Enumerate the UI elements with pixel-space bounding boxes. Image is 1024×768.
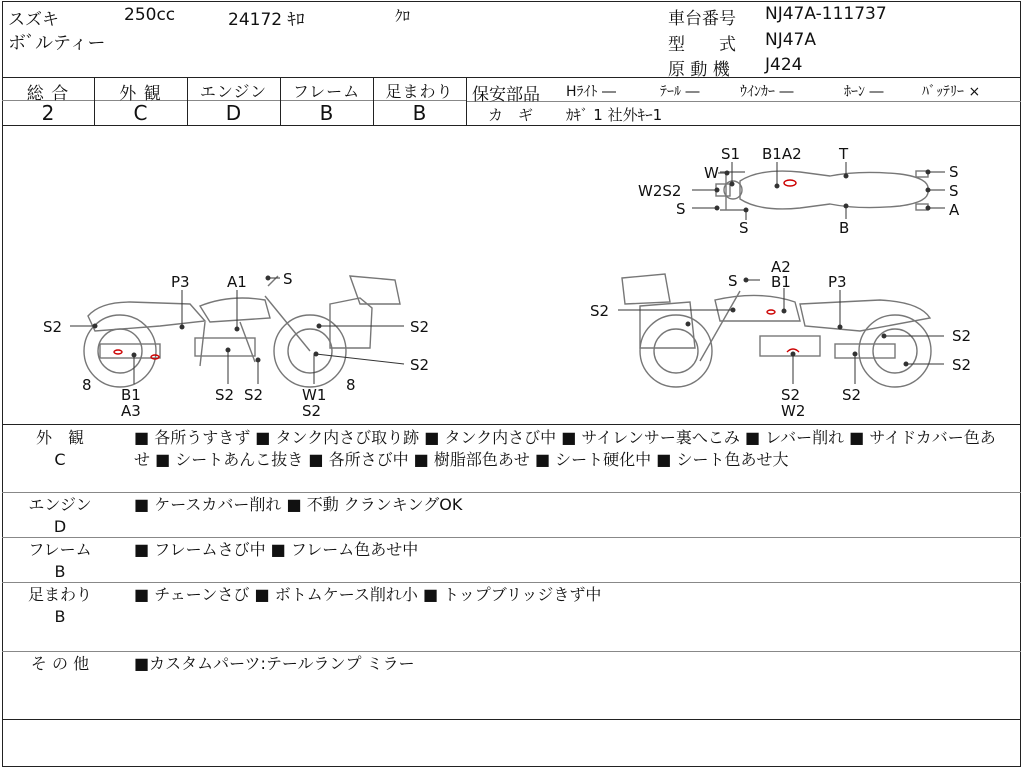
frame-no-value: NJ47A-111737 <box>765 4 887 24</box>
right-label-s2-exhaust: S2 <box>842 386 862 404</box>
section-suspension-label: 足まわり <box>27 585 92 604</box>
grade-divider <box>466 77 467 125</box>
top-label-b1a2: B1A2 <box>762 145 802 163</box>
safety-item-taillight: ﾃｰﾙ ― <box>660 84 700 100</box>
grade-top-rule <box>2 77 1021 78</box>
grade-suspension-value: B <box>412 101 427 125</box>
section-frame-grade: B <box>54 562 66 581</box>
right-label-s2-rear-1: S2 <box>952 327 972 345</box>
right-label-s2-engine: S2 <box>781 386 801 404</box>
section-frame-text: ■ フレームさび中 ■ フレーム色あせ中 <box>134 540 419 559</box>
safety-item-headlight: Hﾗｲﾄ ― <box>566 84 616 100</box>
grade-exterior-label: 外 観 <box>119 84 162 104</box>
section-bottom-rule <box>2 719 1021 720</box>
left-label-s2-front-2: S2 <box>410 356 430 374</box>
top-label-a: A <box>949 201 960 219</box>
section-other-label: そ の 他 <box>30 654 90 673</box>
top-label-s-bottom: S <box>739 219 749 237</box>
left-label-p3: P3 <box>171 273 190 291</box>
grade-suspension-label: 足まわり <box>385 82 454 101</box>
safety-item-horn: ﾎｰﾝ ― <box>844 84 884 100</box>
section-exterior-grade: C <box>54 450 66 469</box>
top-label-s-rear-1: S <box>949 163 959 181</box>
left-label-a3: A3 <box>121 402 141 420</box>
section-divider <box>2 537 1021 538</box>
safety-item-battery: ﾊﾞｯﾃﾘｰ × <box>922 84 981 100</box>
grade-overall-label: 総 合 <box>26 84 70 104</box>
left-label-s2-exhaust: S2 <box>244 386 264 404</box>
diagram-bottom-rule <box>2 424 1021 425</box>
safety-item-winker: ｳｲﾝｶｰ ― <box>740 84 794 100</box>
left-label-s2-fork: S2 <box>302 402 322 420</box>
left-label-s: S <box>283 270 293 288</box>
left-label-a1: A1 <box>227 273 247 291</box>
frame-no-label: 車台番号 <box>668 9 736 29</box>
engine-label: 原 動 機 <box>668 60 730 80</box>
grade-engine-label: エンジン <box>199 82 268 101</box>
type-label: 型 式 <box>668 35 736 55</box>
grade-frame-label: フレーム <box>292 82 361 101</box>
color: ｸﾛ <box>395 7 411 25</box>
left-label-s2-front-1: S2 <box>410 318 430 336</box>
left-label-b1: B1 <box>121 386 141 404</box>
section-suspension-grade: B <box>54 607 66 626</box>
top-label-t: T <box>839 145 849 163</box>
mileage: 24172 ｷﾛ <box>228 10 305 30</box>
section-other-text: ■カスタムパーツ:テールランプ ミラー <box>134 654 415 673</box>
grade-engine-value: D <box>225 101 242 125</box>
grade-frame-value: B <box>319 101 334 125</box>
top-label-w: W <box>704 164 719 182</box>
right-label-w2: W2 <box>781 402 806 420</box>
section-divider <box>2 492 1021 493</box>
left-label-s2-rear: S2 <box>43 318 63 336</box>
section-exterior-label: 外 観 <box>35 428 84 447</box>
safety-label: 保安部品 <box>472 85 540 105</box>
top-view-bike <box>716 171 928 210</box>
section-engine-label: エンジン <box>28 495 92 514</box>
right-label-a2: A2 <box>771 258 791 276</box>
section-engine-grade: D <box>53 517 67 536</box>
model-name: ボﾞルティー <box>8 33 106 54</box>
left-label-w1: W1 <box>302 386 327 404</box>
type-value: NJ47A <box>765 30 816 50</box>
top-label-w2s2: W2S2 <box>638 182 682 200</box>
grade-overall-value: 2 <box>41 101 55 125</box>
key-value: ｶｷﾞ 1 社外ｷｰ1 <box>566 106 663 124</box>
key-label: カ ギ <box>488 106 534 124</box>
left-label-8-front: 8 <box>346 376 356 394</box>
section-divider <box>2 651 1021 652</box>
grade-exterior-value: C <box>133 101 148 125</box>
section-suspension-text: ■ チェーンさび ■ ボトムケース削れ小 ■ トップブリッジきず中 <box>134 585 602 604</box>
section-frame-label: フレーム <box>28 540 92 559</box>
section-engine-text: ■ ケースカバー削れ ■ 不動 クランキングOK <box>134 495 463 514</box>
displacement: 250cc <box>124 5 176 25</box>
right-label-s: S <box>728 272 738 290</box>
top-label-s-front: S <box>676 200 686 218</box>
left-view-bike <box>84 276 400 387</box>
top-label-s-rear-2: S <box>949 182 959 200</box>
safety-mid-rule <box>466 101 1021 102</box>
right-label-b1: B1 <box>771 273 791 291</box>
motorcycle-diagram <box>0 126 1024 424</box>
right-label-s2-rear-2: S2 <box>952 356 972 374</box>
section-exterior-text: ■ 各所うすきず ■ タンク内さび取り跡 ■ タンク内さび中 ■ サイレンサー裏へこみ ■ レバー削れ ■ サイドカバー色あせ ■ シートあんこ抜き ■ 各所さび中 ■ 樹脂部色あせ ■ シート硬化中 ■ シート色あせ大 <box>134 428 996 469</box>
engine-value: J424 <box>765 55 803 75</box>
top-label-s1: S1 <box>721 145 741 163</box>
maker: スズキ <box>8 10 59 30</box>
left-label-s2-engine: S2 <box>215 386 235 404</box>
right-label-s2-front: S2 <box>590 302 610 320</box>
top-label-b: B <box>839 219 850 237</box>
section-divider <box>2 582 1021 583</box>
right-label-p3: P3 <box>828 273 847 291</box>
left-label-8-rear: 8 <box>82 376 92 394</box>
